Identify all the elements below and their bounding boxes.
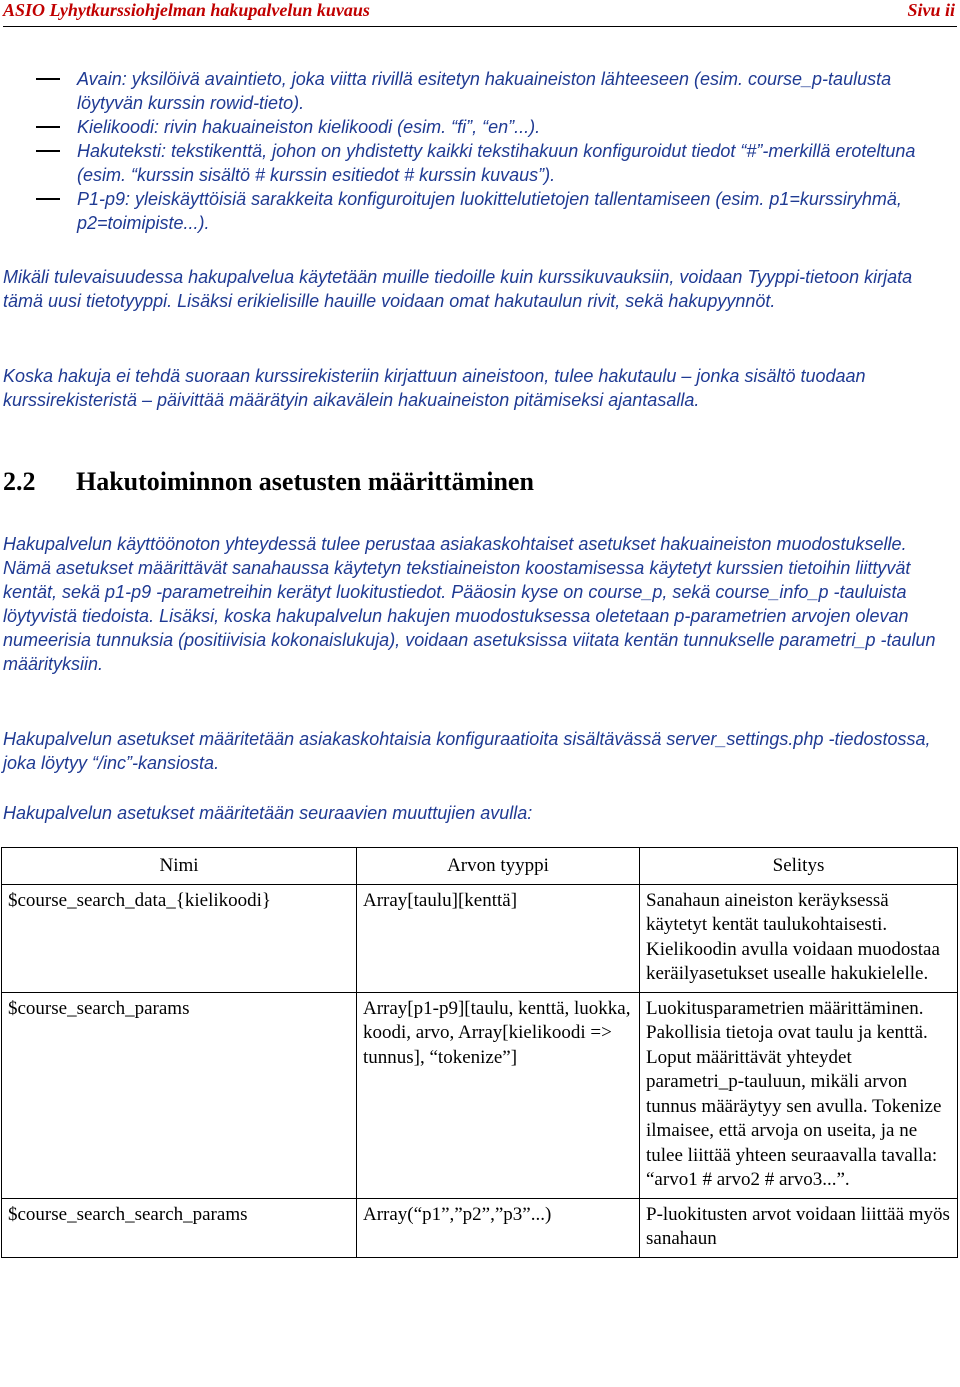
section-number: 2.2 xyxy=(3,467,36,496)
field-list xyxy=(0,67,960,235)
list-item xyxy=(0,187,960,235)
page-header xyxy=(3,0,957,27)
list-item xyxy=(0,115,960,139)
paragraph: Hakupalvelun käyttöönoton yhteydessä tulee perustaa asiakaskohtaiset asetukset hakuaineiston muodostukselle. Nämä asetukset määrittävät sanahaussa käytetyn tekstiaineiston koostamisessa käytetyt kurssien tietoihin liittyvät kentät, sekä p1-p9 -parametreihin kerätyt luokitustiedot. Pääosin kyse on course_p, sekä course_info_p -tauluista löytyvistä tiedoista. Lisäksi, koska hakupalvelun hakujen muodostuksessa oletetaan p-parametrien arvojen olevan numeerisia tunnuksia (positiivisia kokonaislukuja), voidaan asetuksissa viitata kentän tunnukselle parametri_p -taulun määrityksiin. xyxy=(3,534,936,674)
document-title: ASIO Lyhytkurssiohjelman hakupalvelun kuvaus xyxy=(3,0,370,20)
dash-bullet-icon xyxy=(36,198,60,200)
paragraph: Hakupalvelun asetukset määritetään asiakaskohtaisia konfiguraatioita sisältävässä server_settings.php -tiedostossa, joka löytyy “/inc”-kansiosta. xyxy=(3,729,931,773)
variable-name-cell: $course_search_params xyxy=(2,992,357,1198)
description-cell: Sanahaun aineiston keräyksessä käytetyt kentät taulukohtaisesti. Kielikoodin avulla voidaan muodostaa keräilyasetukset usealle hakukielelle. xyxy=(640,884,958,992)
dash-bullet-icon xyxy=(36,126,60,128)
page-number: Sivu ii xyxy=(907,0,955,20)
variable-name-cell: $course_search_search_params xyxy=(2,1198,357,1257)
column-header: Arvon tyyppi xyxy=(357,848,640,885)
value-type-cell: Array(“p1”,”p2”,”p3”...) xyxy=(357,1198,640,1257)
table-row xyxy=(2,1198,958,1257)
list-item xyxy=(0,139,960,187)
value-type-cell: Array[p1-p9][taulu, kenttä, luokka, koodi, arvo, Array[kielikoodi => tunnus], “tokenize”] xyxy=(357,992,640,1198)
table-row xyxy=(2,884,958,992)
table-row xyxy=(2,992,958,1198)
list-item-text: Hakuteksti: tekstikenttä, johon on yhdistetty kaikki tekstihakuun konfiguroidut tiedot “#”-merkillä eroteltuna (esim. “kurssin sisältö # kurssin esitiedot # kurssin kuvaus”). xyxy=(77,141,916,185)
section-heading xyxy=(3,465,534,499)
paragraph: Hakupalvelun asetukset määritetään seuraavien muuttujien avulla: xyxy=(3,803,533,823)
settings-table xyxy=(1,847,958,1258)
value-type-cell: Array[taulu][kenttä] xyxy=(357,884,640,992)
column-header: Selitys xyxy=(640,848,958,885)
list-item-text: P1-p9: yleiskäyttöisiä sarakkeita konfiguroitujen luokittelutietojen tallentamiseen (esim. p1=kurssiryhmä, p2=toimipiste...). xyxy=(77,189,902,233)
paragraph: Koska hakuja ei tehdä suoraan kurssirekisteriin kirjattuun aineistoon, tulee hakutaulu – jonka sisältö tuodaan kurssirekisteristä – päivittää määrätyin aikavälein hakuaineiston pitämiseksi ajantasalla. xyxy=(3,366,866,410)
dash-bullet-icon xyxy=(36,150,60,152)
list-item-text: Kielikoodi: rivin hakuaineiston kielikoodi (esim. “fi”, “en”...). xyxy=(77,117,541,137)
column-header: Nimi xyxy=(2,848,357,885)
section-title: Hakutoiminnon asetusten määrittäminen xyxy=(76,467,534,496)
table-header-row xyxy=(2,848,958,885)
list-item-text: Avain: yksilöivä avaintieto, joka viitta rivillä esitetyn hakuaineiston lähteeseen (esim. course_p-taulusta löytyvän kurssin rowid-tieto). xyxy=(77,69,892,113)
dash-bullet-icon xyxy=(36,78,60,80)
list-item xyxy=(0,67,960,115)
variable-name-cell: $course_search_data_{kielikoodi} xyxy=(2,884,357,992)
description-cell: P-luokitusten arvot voidaan liittää myös sanahaun xyxy=(640,1198,958,1257)
description-cell: Luokitusparametrien määrittäminen. Pakollisia tietoja ovat taulu ja kenttä. Loput määrittävät yhteydet parametri_p-tauluun, mikäli arvon tunnus määräytyy sen avulla. Tokenize ilmaisee, että arvoja on useita, ja ne tulee liittää yhteen seuraavalla tavalla: “arvo1 # arvo2 # arvo3...”. xyxy=(640,992,958,1198)
paragraph: Mikäli tulevaisuudessa hakupalvelua käytetään muille tiedoille kuin kurssikuvauksiin, voidaan Tyyppi-tietoon kirjata tämä uusi tietotyyppi. Lisäksi erikielisille hauille voidaan omat hakutaulun rivit, sekä hakupyynnöt. xyxy=(3,267,913,311)
